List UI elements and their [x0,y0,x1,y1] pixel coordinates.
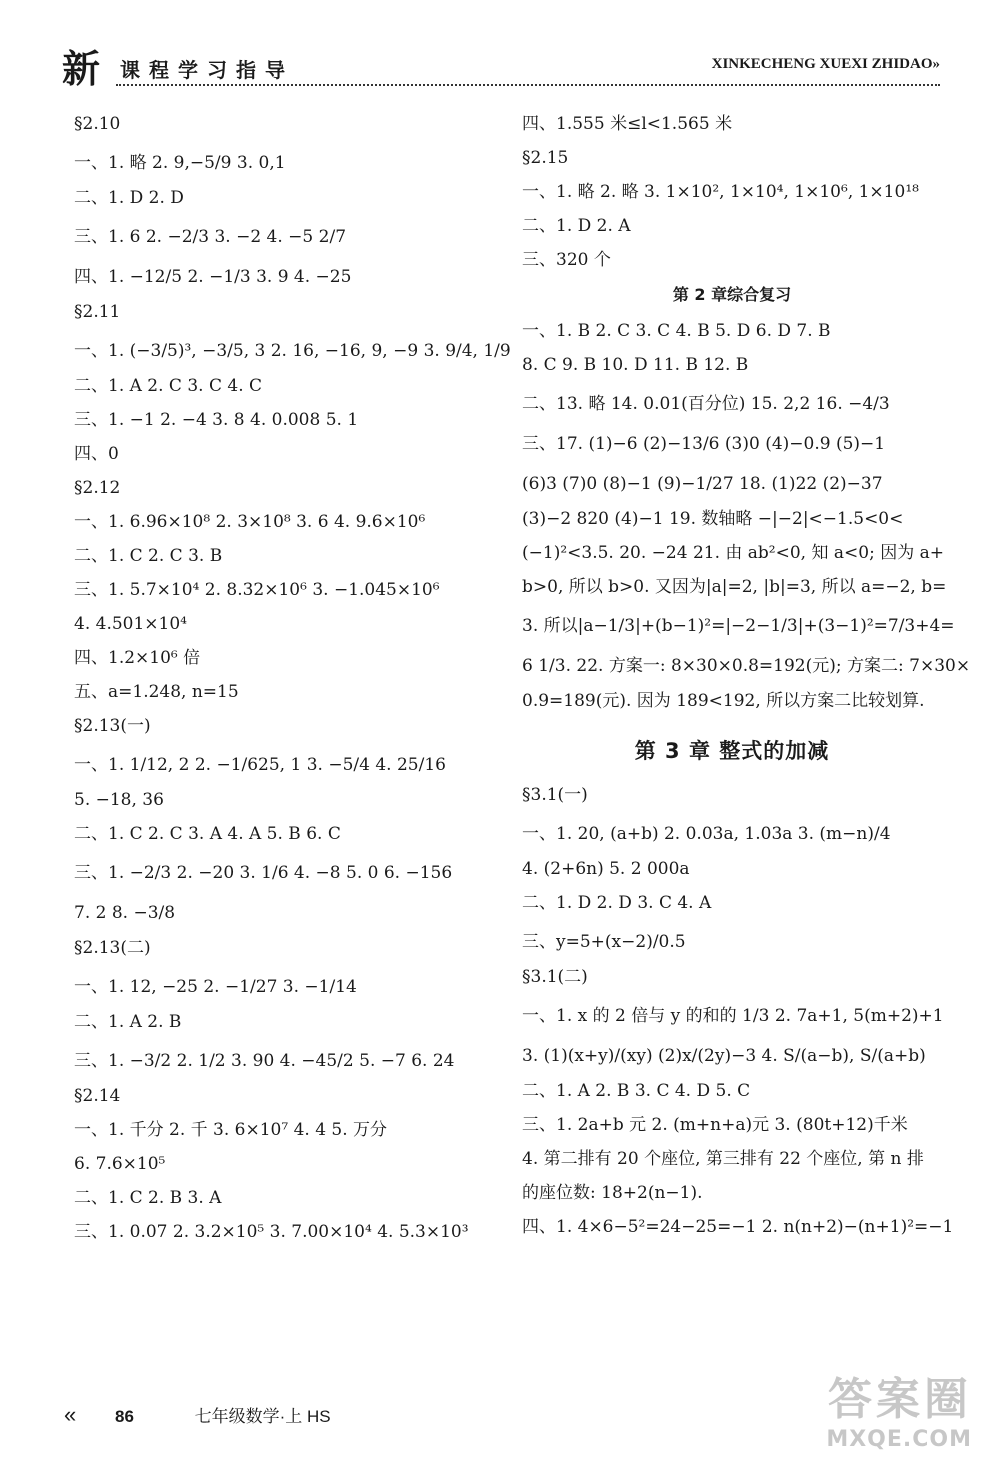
answer-line: 一、1. 1/12, 2 2. −1/625, 1 3. −5/4 4. 25/16 [74,755,446,775]
answer-line: 四、0 [74,444,119,464]
back-arrows-icon: « [64,1402,77,1427]
answer-line: 一、1. (−3/5)³, −3/5, 3 2. 16, −16, 9, −9 3. 9/4, 1/9 [74,341,511,361]
series-logo: 新 [62,46,101,91]
answer-line: 四、1.2×10⁶ 倍 [74,648,201,668]
answer-line: 6 1/3. 22. 方案一: 8×30×0.8=192(元); 方案二: 7×30× [522,656,971,676]
answer-line: 3. 所以|a−1/3|+(b−1)²=|−2−1/3|+(3−1)²=7/3+4= [522,616,955,636]
answer-line: 三、1. 2a+b 元 2. (m+n+a)元 3. (80t+12)千米 [522,1115,908,1135]
left-column [74,112,514,1254]
answer-line: 二、1. D 2. A [522,216,631,236]
answer-line: §3.1(二) [522,967,588,987]
answer-line: (6)3 (7)0 (8)−1 (9)−1/27 18. (1)22 (2)−37 [522,474,883,494]
answer-line: 7. 2 8. −3/8 [74,903,176,923]
answer-line: 一、1. 千分 2. 千 3. 6×10⁷ 4. 4 5. 万分 [74,1120,388,1140]
chapter-2-review-block [522,319,971,713]
answer-line: (3)−2 820 (4)−1 19. 数轴略 −|−2|<−1.5<0< [522,509,904,529]
answer-line: 三、1. 0.07 2. 3.2×10⁵ 3. 7.00×10⁴ 4. 5.3×10³ [74,1222,469,1242]
answer-line: §3.1(一) [522,785,588,805]
answer-line: 3. (1)(x+y)/(xy) (2)x/(2y)−3 4. S/(a−b), S/(a+b) [522,1046,926,1066]
page-footer [64,1402,331,1428]
chapter-2-review-heading: 第 2 章综合复习 [672,285,792,304]
right-column [522,112,971,1249]
answer-line: 的座位数: 18+2(n−1). [522,1183,703,1203]
answer-line: 4. 4.501×10⁴ [74,614,187,634]
answer-line: 三、1. −2/3 2. −20 3. 1/6 4. −8 5. 0 6. −156 [74,863,453,883]
chapter-3-block [522,783,954,1239]
answer-line: 四、1. 4×6−5²=24−25=−1 2. n(n+2)−(n+1)²=−1 [522,1217,954,1237]
answer-line: §2.15 [522,148,569,168]
answer-line: 三、320 个 [522,250,611,270]
answer-line: 一、1. 略 2. 9,−5/9 3. 0,1 [74,153,286,173]
page-number: 86 [114,1407,134,1426]
right-top-block [522,112,942,272]
book-info: 七年级数学·上 HS [194,1407,331,1426]
answer-line: 二、1. C 2. C 3. B [74,546,223,566]
answer-line: 0.9=189(元). 因为 189<192, 所以方案二比较划算. [522,691,925,711]
answer-line: 二、13. 略 14. 0.01(百分位) 15. 2,2 16. −4/3 [522,394,890,414]
answer-line: 8. C 9. B 10. D 11. B 12. B [522,355,749,375]
answer-line: 6. 7.6×10⁵ [74,1154,166,1174]
answer-line: 三、1. 6 2. −2/3 3. −2 4. −5 2/7 [74,227,347,247]
answer-line: b>0, 所以 b>0. 又因为|a|=2, |b|=3, 所以 a=−2, b= [522,577,947,597]
site-watermark [826,1363,972,1452]
answer-line: 一、1. 略 2. 略 3. 1×10², 1×10⁴, 1×10⁶, 1×10¹⁸ [522,182,919,202]
answer-line: 一、1. 12, −25 2. −1/27 3. −1/14 [74,977,357,997]
series-english-title: XINKECHENG XUEXI ZHIDAO» [711,56,940,72]
answer-line: 一、1. B 2. C 3. C 4. B 5. D 6. D 7. B [522,321,831,341]
answer-line: 5. −18, 36 [74,790,164,810]
answer-line: §2.14 [74,1086,121,1106]
answer-line: 一、1. 20, (a+b) 2. 0.03a, 1.03a 3. (m−n)/4 [522,824,891,844]
chapter-3-heading: 第 3 章 整式的加减 [634,739,830,763]
series-title: 课程学习指导 [120,58,294,82]
answer-line: 二、1. C 2. C 3. A 4. A 5. B 6. C [74,824,341,844]
answer-line: §2.10 [74,114,121,134]
watermark-line-2: MXQE.COM [826,1427,972,1452]
answer-line: 一、1. x 的 2 倍与 y 的和的 1/3 2. 7a+1, 5(m+2)+1 [522,1006,944,1026]
answer-line: 三、1. 5.7×10⁴ 2. 8.32×10⁶ 3. −1.045×10⁶ [74,580,440,600]
header-divider [116,84,940,86]
answer-line: 4. (2+6n) 5. 2 000a [522,859,690,879]
watermark-line-1: 答案圈 [828,1374,972,1425]
answer-line: §2.12 [74,478,121,498]
answer-line: 二、1. D 2. D 3. C 4. A [522,893,712,913]
answer-line: §2.11 [74,302,121,322]
answer-line: 四、1. −12/5 2. −1/3 3. 9 4. −25 [74,267,352,287]
answer-line: 二、1. A 2. B 3. C 4. D 5. C [522,1081,751,1101]
answer-line: §2.13(一) [74,716,151,736]
answer-line: 四、1.555 米≤l<1.565 米 [522,114,733,134]
answer-line: 二、1. A 2. B [74,1012,182,1032]
answer-line: 二、1. A 2. C 3. C 4. C [74,376,263,396]
answer-line: 一、1. 6.96×10⁸ 2. 3×10⁸ 3. 6 4. 9.6×10⁶ [74,512,426,532]
answer-line: 三、1. −3/2 2. 1/2 3. 90 4. −45/2 5. −7 6. 24 [74,1051,455,1071]
page-header [62,48,940,90]
answer-line: 二、1. C 2. B 3. A [74,1188,222,1208]
answer-line: (−1)²<3.5. 20. −24 21. 由 ab²<0, 知 a<0; 因为 a+ [522,543,945,563]
answer-line: §2.13(二) [74,938,151,958]
answer-line: 三、y=5+(x−2)/0.5 [522,932,686,952]
answer-line: 二、1. D 2. D [74,188,184,208]
answer-line: 三、17. (1)−6 (2)−13/6 (3)0 (4)−0.9 (5)−1 [522,434,886,454]
answer-line: 4. 第二排有 20 个座位, 第三排有 22 个座位, 第 n 排 [522,1149,924,1169]
answer-line: 三、1. −1 2. −4 3. 8 4. 0.008 5. 1 [74,410,359,430]
answer-line: 五、a=1.248, n=15 [74,682,239,702]
